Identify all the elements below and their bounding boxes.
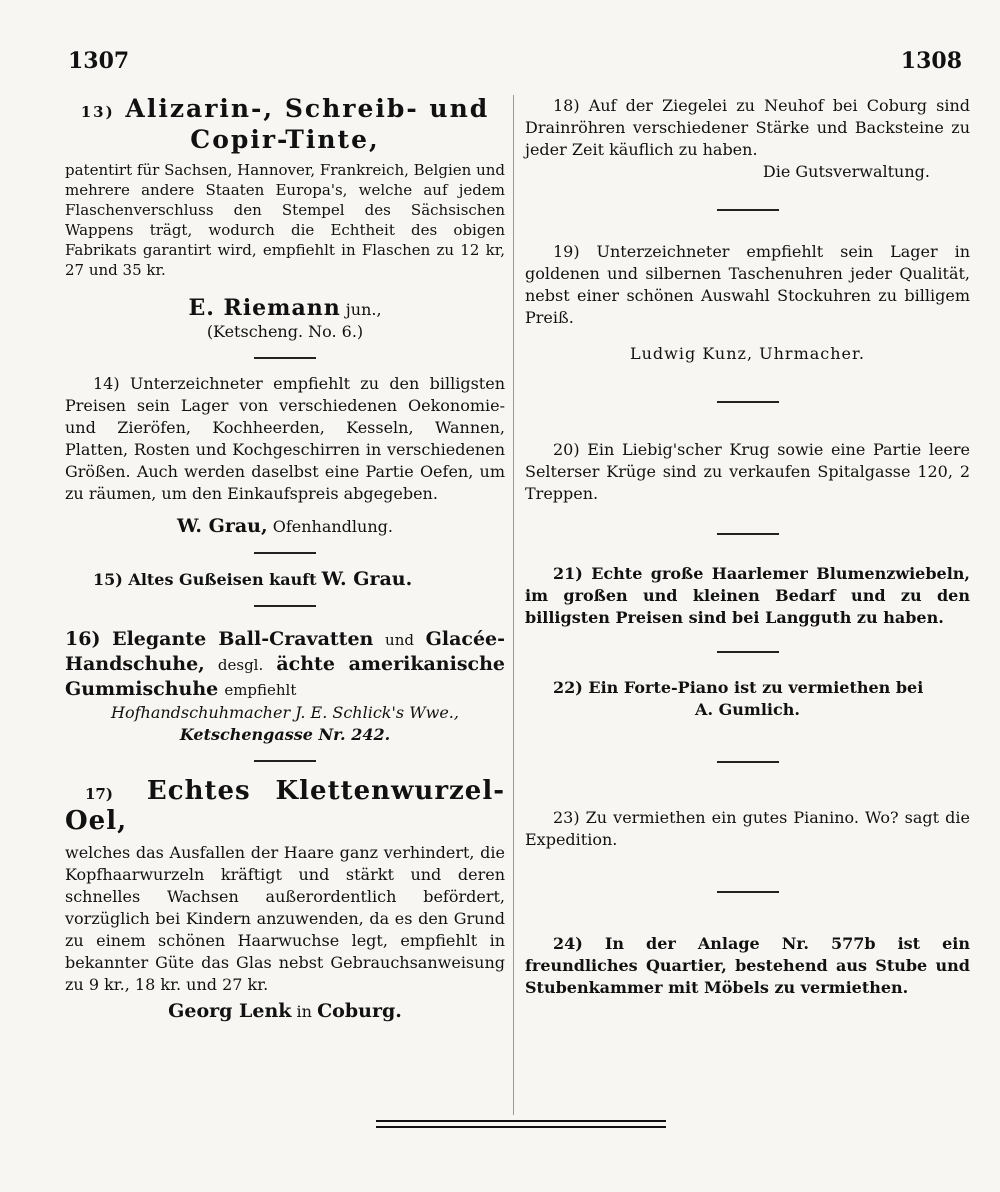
- ad-17-signature: [65, 1000, 505, 1023]
- ad-21-text: 21) Echte große Haarlemer Blumenzwiebeln, im großen und kleinen Bedarf und zu den billigsten Preisen sind bei Langguth zu haben.: [525, 564, 970, 627]
- ad-14: [65, 373, 505, 538]
- ad-16-number: 16): [65, 628, 101, 650]
- separator: [254, 605, 316, 607]
- ad-13-address: (Ketscheng. No. 6.): [206, 322, 364, 341]
- ad-13-title: [65, 95, 505, 126]
- separator: [717, 209, 779, 211]
- ad-15-line: [65, 568, 505, 591]
- ad-22-signature: A. Gumlich.: [695, 700, 800, 719]
- ad-13-title-line1: Alizarin-, Schreib- und: [125, 94, 490, 123]
- ad-13-number: 13): [80, 103, 115, 121]
- ad-13-sig-name: E. Riemann: [188, 295, 341, 321]
- ad-24: [525, 933, 970, 999]
- ad-16-empf: empfiehlt: [224, 681, 297, 699]
- ad-16-text: [65, 627, 505, 702]
- separator: [717, 761, 779, 763]
- ad-15-text: 15) Altes Gußeisen kauft: [93, 570, 317, 589]
- ad-19-text: 19) Unterzeichneter empfiehlt sein Lager in goldenen und silbernen Taschenuhren jeder Qualität, nebst einer schönen Auswahl Stockuhren zu billigem Preiß.: [525, 242, 970, 327]
- ad-22: [525, 677, 970, 721]
- ad-13-signature: [65, 295, 505, 321]
- ad-15-name: W. Grau.: [321, 568, 413, 590]
- ad-22-text: 22) Ein Forte-Piano ist zu vermiethen bei: [553, 678, 924, 697]
- column-divider: [513, 95, 514, 1115]
- separator: [254, 357, 316, 359]
- ad-17: [65, 776, 505, 1023]
- ad-23: [525, 807, 970, 851]
- ad-18-text: 18) Auf der Ziegelei zu Neuhof bei Coburg sind Drainröhren verschiedener Stärke und Backsteine zu jeder Zeit käuflich zu haben.: [525, 96, 970, 159]
- separator: [717, 533, 779, 535]
- ad-17-sig-place: Coburg.: [317, 1000, 402, 1022]
- ad-14-text: 14) Unterzeichneter empfiehlt zu den billigsten Preisen sein Lager von verschiedenen Oekonomie- und Zieröfen, Kochheerden, Kesseln, Wannen, Platten, Rosten und Kochgeschirren in verschiedenen Größen. Auch werden daselbst eine Partie Oefen, um zu räumen, um den Einkaufspreis abgegeben.: [65, 374, 505, 503]
- ad-17-title-line: [65, 776, 505, 836]
- ad-14-sig-role: Ofenhandlung.: [272, 517, 393, 536]
- ad-16-und: und: [385, 631, 414, 649]
- ad-15: [65, 568, 505, 591]
- ad-13-sig-suffix: jun.,: [345, 300, 382, 319]
- ad-17-body: welches das Ausfallen der Haare ganz verhindert, die Kopfhaarwurzeln kräftigt und stärkt und deren schnelles Wachsen außerordentlich befördert, vorzüglich bei Kindern anzuwenden, da es den Grund zu einem schönen Haarwuchse legt, empfiehlt in bekannter Güte das Glas nebst Gebrauchsanweisung zu 9 kr., 18 kr. und 27 kr.: [65, 843, 505, 994]
- ad-14-sig-name: W. Grau,: [177, 515, 268, 537]
- separator: [717, 891, 779, 893]
- left-column: [65, 95, 505, 1029]
- ad-18-signature: Die Gutsverwaltung.: [762, 162, 930, 181]
- ad-18: [525, 95, 970, 183]
- ad-20-text: 20) Ein Liebig'scher Krug sowie eine Partie leere Selterser Krüge sind zu verkaufen Spitalgasse 120, 2 Treppen.: [525, 440, 970, 503]
- ad-17-sig-name: Georg Lenk: [168, 1000, 292, 1022]
- ad-16-sig1: Hofhandschuhmacher J. E. Schlick's Wwe.,: [111, 703, 459, 722]
- ad-16-desgl: desgl.: [217, 656, 264, 674]
- ad-17-number: 17): [85, 785, 113, 803]
- ad-13-body: patentirt für Sachsen, Hannover, Frankreich, Belgien und mehrere andere Staaten Europa's, welche auf jedem Flaschenverschluss den Stempel des Sächsischen Wappens trägt, wodurch die Echtheit des obigen Fabrikats garantirt wird, empfiehlt in Flaschen zu 12 kr, 27 und 35 kr.: [65, 161, 505, 279]
- ad-14-signature: [65, 515, 505, 538]
- ad-13-title-line2: Copir-Tinte,: [190, 125, 380, 154]
- ad-19-signature: Ludwig Kunz, Uhrmacher.: [630, 344, 865, 363]
- ad-16: [65, 627, 505, 746]
- ad-17-title: Echtes Klettenwurzel-Oel,: [65, 776, 505, 836]
- bottom-rule: [376, 1120, 666, 1128]
- separator: [717, 401, 779, 403]
- ad-17-sig-in: in: [296, 1002, 312, 1021]
- ad-19: [525, 241, 970, 365]
- separator: [717, 651, 779, 653]
- ad-16-bold2: Glacée-Handschuhe,: [65, 628, 506, 675]
- ad-24-text: 24) In der Anlage Nr. 577b ist ein freundliches Quartier, bestehend aus Stube und Stubenkammer mit Möbels zu vermiethen.: [525, 934, 970, 997]
- ad-13: [65, 95, 505, 343]
- ad-23-text: 23) Zu vermiethen ein gutes Pianino. Wo? sagt die Expedition.: [525, 808, 970, 849]
- ad-16-bold3: ächte amerikanische Gummischuhe: [65, 653, 505, 700]
- ad-16-sig2: Ketschengasse Nr. 242.: [179, 725, 391, 744]
- page-number-left: 1307: [68, 48, 130, 74]
- ad-16-bold1: Elegante Ball-Cravatten: [112, 628, 374, 650]
- page-number-right: 1308: [900, 48, 962, 74]
- separator: [254, 760, 316, 762]
- ad-20: [525, 439, 970, 505]
- separator: [254, 552, 316, 554]
- right-column: [525, 95, 970, 1005]
- ad-21: [525, 563, 970, 629]
